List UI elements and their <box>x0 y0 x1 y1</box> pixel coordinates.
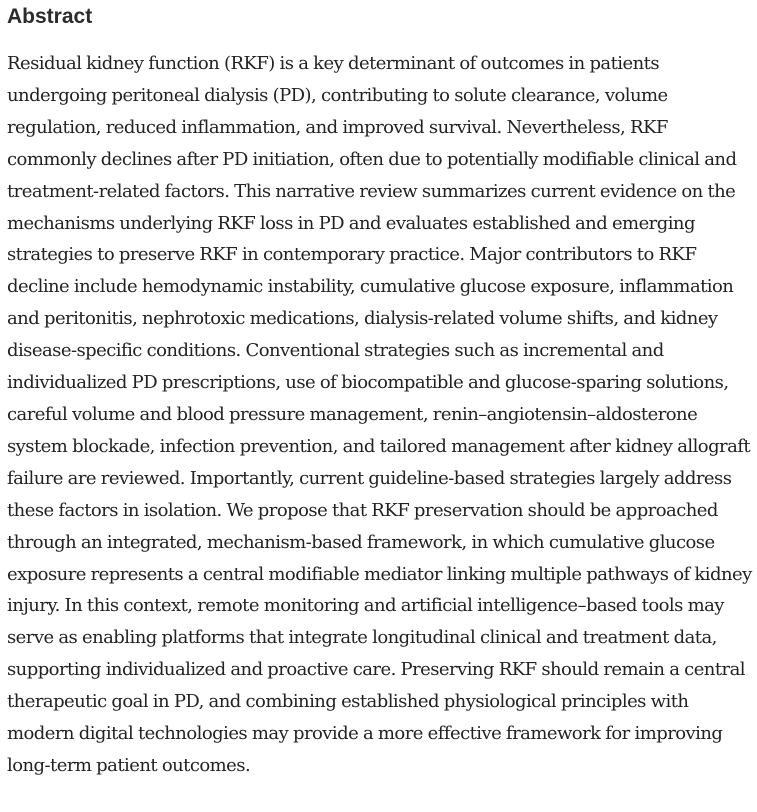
abstract-body: Residual kidney function (RKF) is a key determinant of outcomes in patients undergoing peritoneal dialysis (PD), contributing to solute clearance, volume regulation, reduced inflammation, and improved survival. Nevertheless, RKF commonly declines after PD initiation, often due to potentially modifiable clinical and treatment-related factors. This narrative review summarizes current evidence on the mechanisms underlying RKF loss in PD and evaluates established and emerging strategies to preserve RKF in contemporary practice. Major contributors to RKF decline include hemodynamic instability, cumulative glucose exposure, inflammation and peritonitis, nephrotoxic medications, dialysis-related volume shifts, and kidney disease-specific conditions. Conventional strategies such as incremental and individualized PD prescriptions, use of biocompatible and glucose-sparing solutions, careful volume and blood pressure management, renin–angiotensin–aldosterone system blockade, infection prevention, and tailored management after kidney allograft failure are reviewed. Importantly, current guideline-based strategies largely address these factors in isolation. We propose that RKF preservation should be approached through an integrated, mechanism-based framework, in which cumulative glucose exposure represents a central modifiable mediator linking multiple pathways of kidney injury. In this context, remote monitoring and artificial intelligence–based tools may serve as enabling platforms that integrate longitudinal clinical and treatment data, supporting individualized and proactive care. Preserving RKF should remain a central therapeutic goal in PD, and combining established physiological principles with modern digital technologies may provide a more effective framework for improving long-term patient outcomes. <box>7 53 752 776</box>
abstract-heading: Abstract <box>7 5 93 28</box>
